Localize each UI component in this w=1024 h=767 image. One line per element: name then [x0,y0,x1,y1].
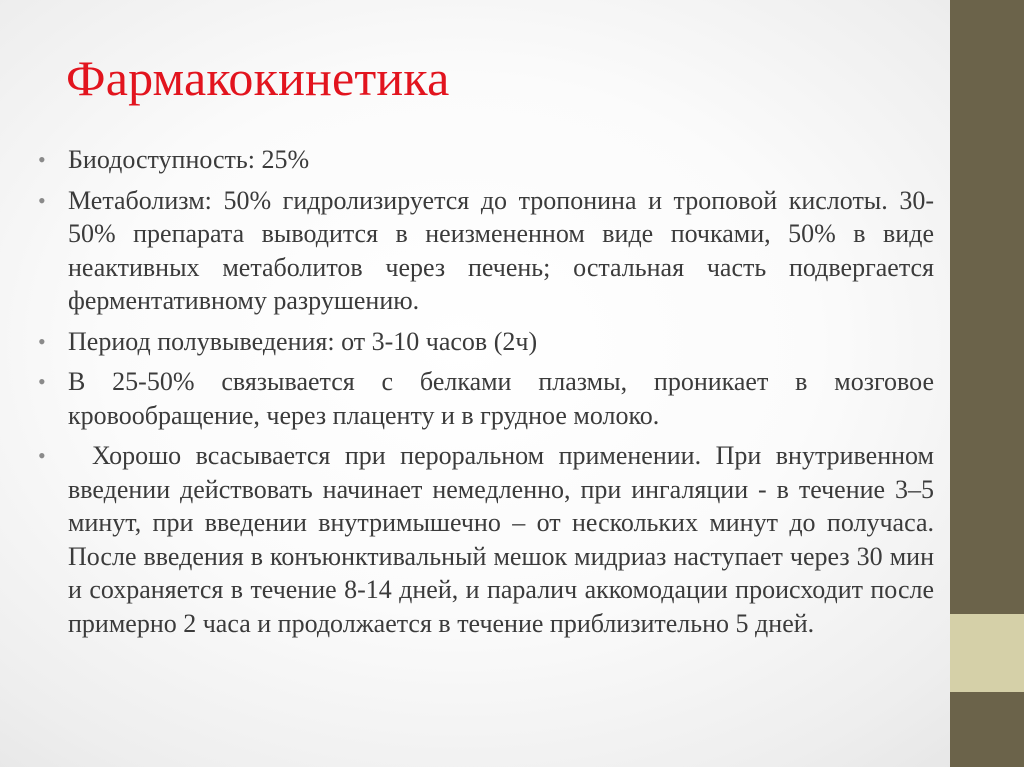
bullet-icon: • [38,369,46,394]
decorative-side-bar [950,0,1024,767]
slide-content [38,143,934,647]
bullet-item-absorption [38,439,934,640]
bullet-icon: • [38,443,46,468]
bullet-text: Хорошо всасывается при пероральном применении. При внутривенном введении действовать начинает немедленно, при ингаляции - в течение 3–5 минут, при введении внутримышечно – от нескольких минут до получаса. После введения в конъюнктивальный мешок мидриаз наступает через 30 мин и сохраняется в течение 8-14 дней, и паралич аккомодации происходит после примерно 2 часа и продолжается в течение приблизительно 5 дней. [68,441,934,638]
bullet-text: Период полувыведения: от 3-10 часов (2ч) [68,326,538,356]
bullet-item-protein-binding [38,365,934,432]
bullet-text: Метаболизм: 50% гидролизируется до тропонина и троповой кислоты. 30-50% препарата выводится в неизмененном виде почками, 50% в виде неактивных метаболитов через печень; остальная часть подвергается ферментативному разрушению. [68,185,934,315]
bullet-item-bioavailability [38,143,934,177]
bullet-text: В 25-50% связывается с белками плазмы, проникает в мозговое кровообращение, через плаценту и в грудное молоко. [68,367,934,430]
bullet-item-half-life [38,325,934,359]
bullet-icon: • [38,328,46,354]
slide-title: Фармакокинетика [66,50,450,106]
bullet-list [38,143,934,640]
decorative-side-bar-accent [950,614,1024,692]
bullet-text: Биодоступность: 25% [68,145,310,174]
bullet-icon: • [38,187,46,213]
bullet-icon: • [38,147,46,172]
bullet-item-metabolism [38,184,934,318]
